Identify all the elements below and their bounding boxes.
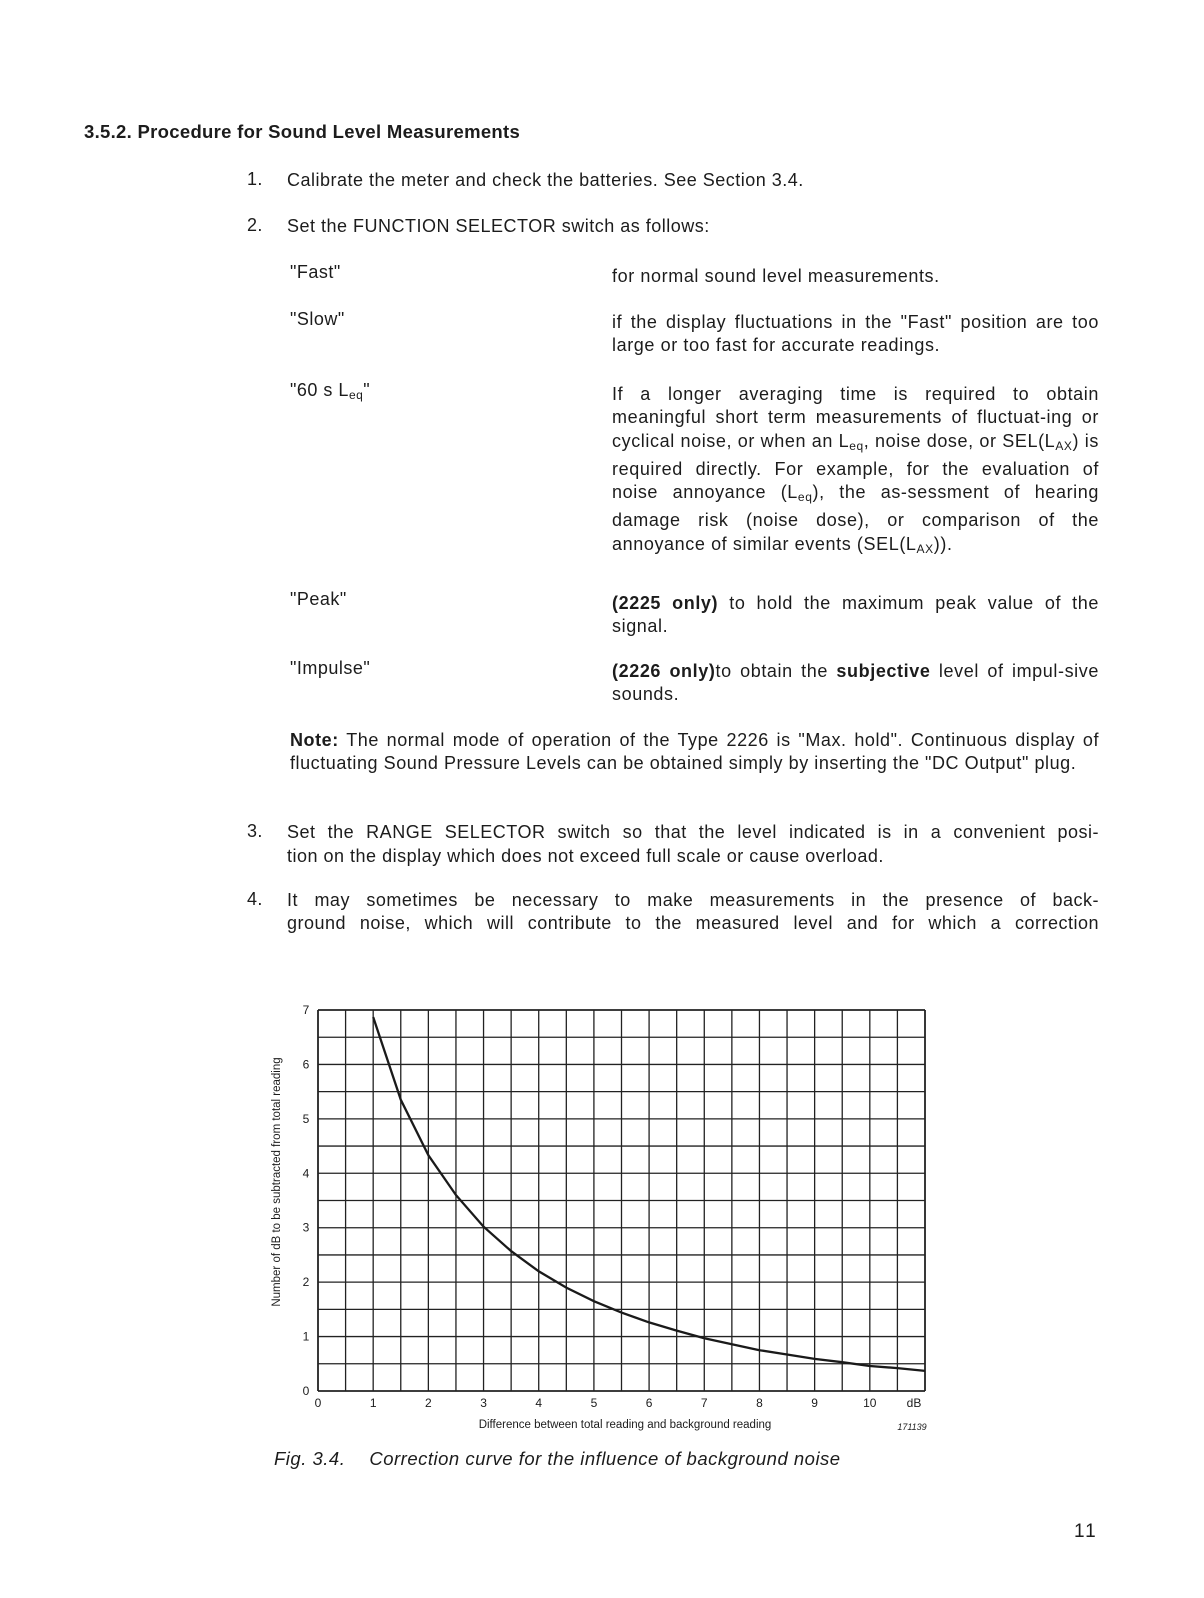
option-impulse-desc: (2226 only)to obtain the subjective level of impul-sive sounds. <box>612 661 1099 705</box>
figure-caption: Fig. 3.4. Correction curve for the influence of background noise <box>274 1448 841 1469</box>
chart-y-axis-label: Number of dB to be subtracted from total reading <box>271 1057 283 1307</box>
x-tick-label: 10 <box>863 1396 877 1410</box>
option-impulse-label: "Impulse" <box>290 658 371 678</box>
step-3-line-1: Set the RANGE SELECTOR switch so that the level indicated is in a convenient posi- <box>287 822 1099 842</box>
x-tick-label: 9 <box>811 1396 818 1410</box>
x-tick-label: 1 <box>369 1396 377 1410</box>
y-tick-label: 7 <box>302 1003 310 1017</box>
chart-grid <box>318 1010 925 1391</box>
x-tick-label: 3 <box>480 1396 487 1410</box>
y-tick-label: 2 <box>302 1275 310 1290</box>
x-tick-label: 7 <box>700 1396 708 1410</box>
chart-x-axis-label: Difference between total reading and background reading <box>478 1419 772 1431</box>
option-peak-label: "Peak" <box>290 589 347 609</box>
step-3-number: 3. <box>247 821 263 841</box>
option-fast-label: "Fast" <box>290 262 341 282</box>
option-fast-desc: for normal sound level measurements. <box>612 266 940 286</box>
y-tick-label: 4 <box>302 1166 310 1181</box>
chart-figure-id: 171139 <box>897 1422 927 1432</box>
step-2-number: 2. <box>247 215 263 235</box>
x-tick-label: 5 <box>590 1396 598 1410</box>
x-tick-label: 6 <box>645 1396 653 1410</box>
section-heading: 3.5.2. Procedure for Sound Level Measurements <box>84 121 521 142</box>
option-leq-label: "60 s $L_{eq}$" <box>290 380 371 402</box>
step-4-line-2: ground noise, which will contribute to the measured level and for which a correction <box>287 913 1099 933</box>
option-leq-desc: If a longer averaging time is required to obtain meaningful short term measurements of fluctuat-ing or cyclical noise, or when an $L_{eq}$, noise dose, or $SEL(L_{AX})$ is required directly. For example, for the evaluation of noise annoyance $(L_{eq})$, the as-sessment of hearing damage risk (noise dose), or comparison of the annoyance of similar events $(SEL(L_{AX}))$. <box>612 384 1099 556</box>
step-1-number: 1. <box>247 169 263 189</box>
x-tick-label: 4 <box>535 1396 543 1410</box>
step-4-line-1: It may sometimes be necessary to make measurements in the presence of back- <box>287 890 1099 910</box>
step-1-text: Calibrate the meter and check the batteries. See Section 3.4. <box>287 170 804 190</box>
x-tick-label: 2 <box>425 1396 432 1410</box>
y-tick-label: 6 <box>302 1057 310 1072</box>
y-tick-label: 5 <box>302 1111 310 1126</box>
step-3-line-2: tion on the display which does not exceed full scale or cause overload. <box>287 846 884 866</box>
x-tick-label: 0 <box>314 1396 322 1410</box>
x-tick-label: 8 <box>756 1396 763 1410</box>
option-slow-desc: if the display fluctuations in the "Fast" position are too large or too fast for accurate readings. <box>612 312 1099 356</box>
y-tick-label: 0 <box>302 1384 310 1398</box>
note-paragraph: Note: The normal mode of operation of the Type 2226 is "Max. hold". Continuous display of fluctuating Sound Pressure Levels can be obtained simply by inserting the "DC Output" plug. <box>290 730 1099 773</box>
y-tick-label: 1 <box>302 1329 310 1344</box>
option-peak-desc: (2225 only) to hold the maximum peak value of the signal. <box>612 593 1099 637</box>
page-number: 11 <box>1074 1521 1098 1542</box>
y-tick-label: 3 <box>302 1220 310 1235</box>
step-2-text: Set the FUNCTION SELECTOR switch as follows: <box>287 216 710 236</box>
chart-x-unit: dB <box>906 1396 922 1410</box>
option-slow-label: "Slow" <box>290 309 345 329</box>
step-4-number: 4. <box>247 889 263 909</box>
